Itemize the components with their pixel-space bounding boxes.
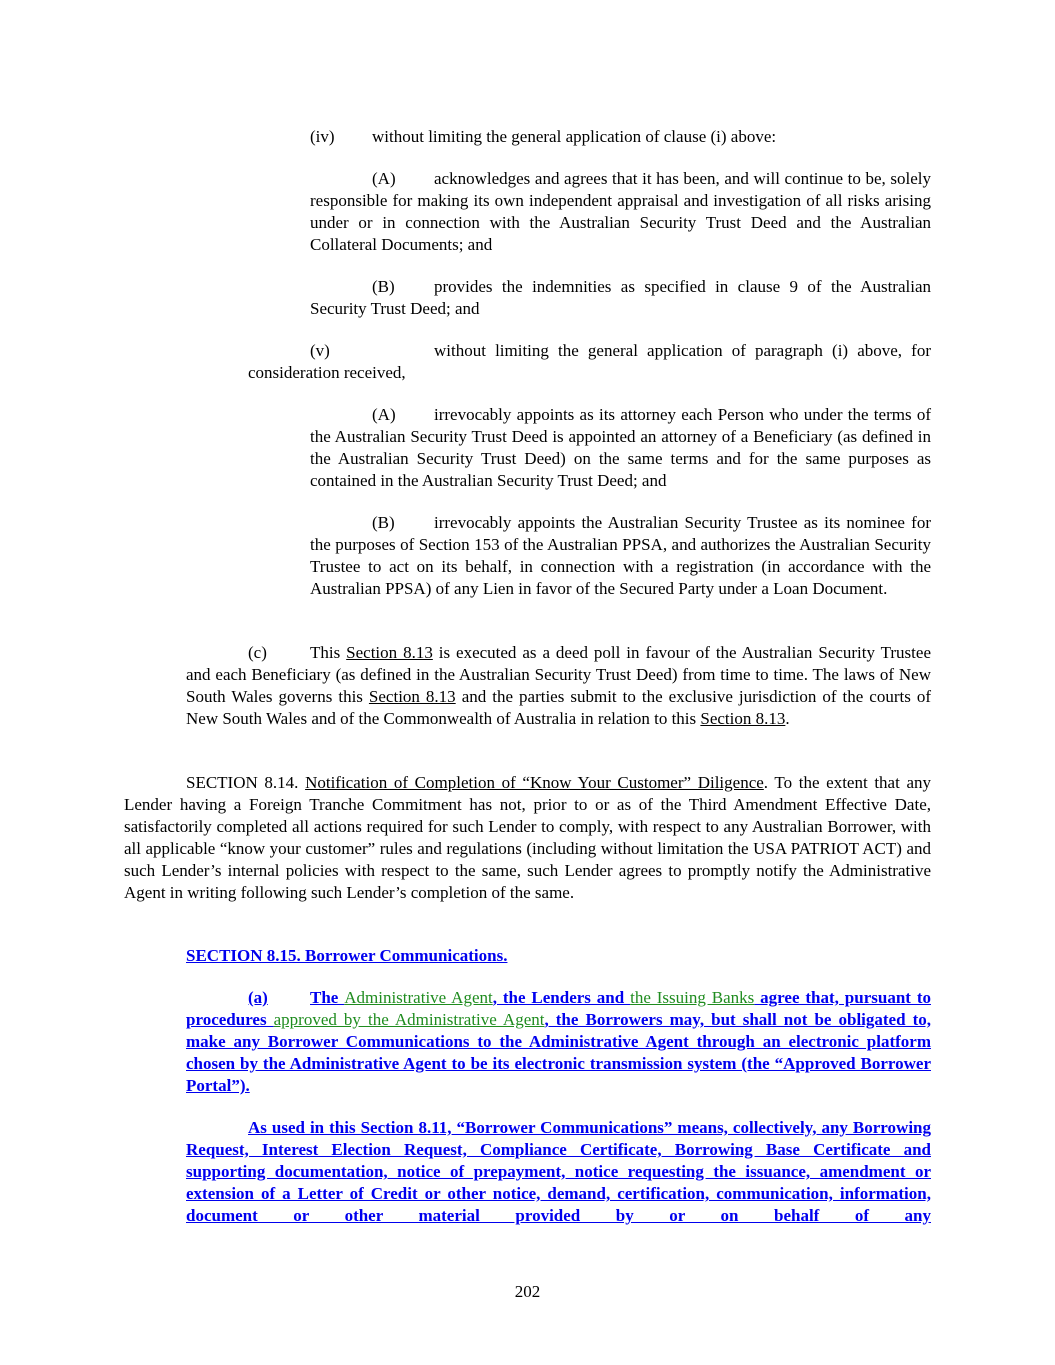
clause-iv-a-text: acknowledges and agrees that it has been, and will continue to be, solely responsible for making its own independent appraisal and investigation of all risks arising under or in connection with the Australian Security Trust Deed and the Australian Collateral Documents; and [310,169,931,254]
section-8-13-ref-1[interactable]: Section 8.13 [346,643,433,662]
section-8-15-heading [186,945,931,967]
section-8-15-a [186,987,931,1097]
clause-v-text: without limiting the general application of paragraph (i) above, for consideration received, [248,341,931,382]
clause-c-text-4: . [785,709,790,728]
clause-iv [310,126,931,148]
clause-v-b-text: irrevocably appoints the Australian Security Trustee as its nominee for the purposes of Section 153 of the Australian PPSA, and authorizes the Australian Security Trustee to act on its behalf, in connection with a registration (in accordance with the Australian PPSA) of any Lien in favor of the Secured Party under a Loan Document. [310,513,931,598]
page-number: 202 [514,1282,541,1301]
clause-iv-text: without limiting the general application of clause (i) above: [372,127,777,146]
section-8-14-title: Notification of Completion of “Know Your Customer” Diligence [305,773,764,792]
clause-iv-b [310,276,931,320]
clause-iv-a-label: (A) [372,169,396,188]
clause-c [186,642,931,730]
clause-iv-label: (iv) [310,127,335,146]
section-8-13-ref-2[interactable]: Section 8.13 [368,687,456,706]
section-8-15-title: SECTION 8.15. Borrower Communications. [186,946,508,965]
section-8-15-definition [186,1117,931,1227]
clause-c-label: (c) [248,643,267,662]
clause-iv-a [310,168,931,256]
clause-v-a-text: irrevocably appoints as its attorney each Person who under the terms of the Australian Security Trust Deed is appointed an attorney of a Beneficiary (as defined in the Australian Security Trust Deed) on the same terms and for the same purposes as contained in the Australian Security Trust Deed; and [310,405,931,490]
section-8-15-a-text-4: the Issuing Banks [630,988,755,1007]
clause-v-a-label: (A) [372,405,396,424]
clause-c-text-2: is executed as a deed poll in favour of the Australian Security Trustee and each Beneficiary (as defined in the Australian Security Trust Deed) from time to time. The laws of New South Wales governs this [186,643,931,706]
clause-v-label: (v) [310,341,330,360]
clause-v [248,340,931,384]
section-8-14-body: . To the extent that any Lender having a Foreign Tranche Commitment has not, prior to or as of the Third Amendment Effective Date, satisfactorily completed all actions required for such Lender to comply, with respect to any Australian Borrower, with all applicable “know your customer” rules and regulations (including without limitation the USA PATRIOT ACT) and such Lender’s internal policies with respect to the same, such Lender agrees to promptly notify the Administrative Agent in writing following such Lender’s completion of the same. [124,773,932,902]
clause-v-b-label: (B) [372,513,395,532]
clause-v-a [310,404,931,492]
section-8-15-a-text-1: The [310,988,345,1007]
section-8-15-a-text-6: approved by the Administrative Agent [273,1010,545,1029]
clause-iv-b-text: provides the indemnities as specified in clause 9 of the Australian Security Trust Deed; and [310,277,931,318]
section-8-15-a-label: (a) [248,988,268,1007]
section-8-15-definition-text: As used in this Section 8.11, “Borrower Communications” means, collectively, any Borrowing Request, Interest Election Request, Compliance Certificate, Borrowing Base Certificate and supporting documentation, notice of prepayment, notice requesting the issuance, amendment or extension of a Letter of Credit or other notice, demand, certification, communication, information, document or other material provided by or on behalf of any [186,1118,931,1225]
clause-iv-b-label: (B) [372,277,395,296]
section-8-13-ref-3[interactable]: Section 8.13 [700,709,786,728]
section-8-14-heading: SECTION 8.14. [186,773,306,792]
section-8-15-a-text-3: , the Lenders and [492,988,631,1007]
section-8-15-a-text-5: agree that, pursuant to procedures [186,988,931,1029]
section-8-15-a-text-2: Administrative Agent [344,988,493,1007]
clause-c-text-1: This [310,643,347,662]
section-8-14 [124,772,931,904]
clause-v-b [310,512,931,600]
clause-c-text-3: and the parties submit to the exclusive jurisdiction of the courts of New South Wales and of the Commonwealth of Australia in relation to this [186,687,931,728]
section-8-15-a-text-7: , the Borrowers may, but shall not be obligated to, make any Borrower Communications to the Administrative Agent through an electronic platform chosen by the Administrative Agent to be its electronic transmission system (the “Approved Borrower Portal”). [186,1010,932,1095]
